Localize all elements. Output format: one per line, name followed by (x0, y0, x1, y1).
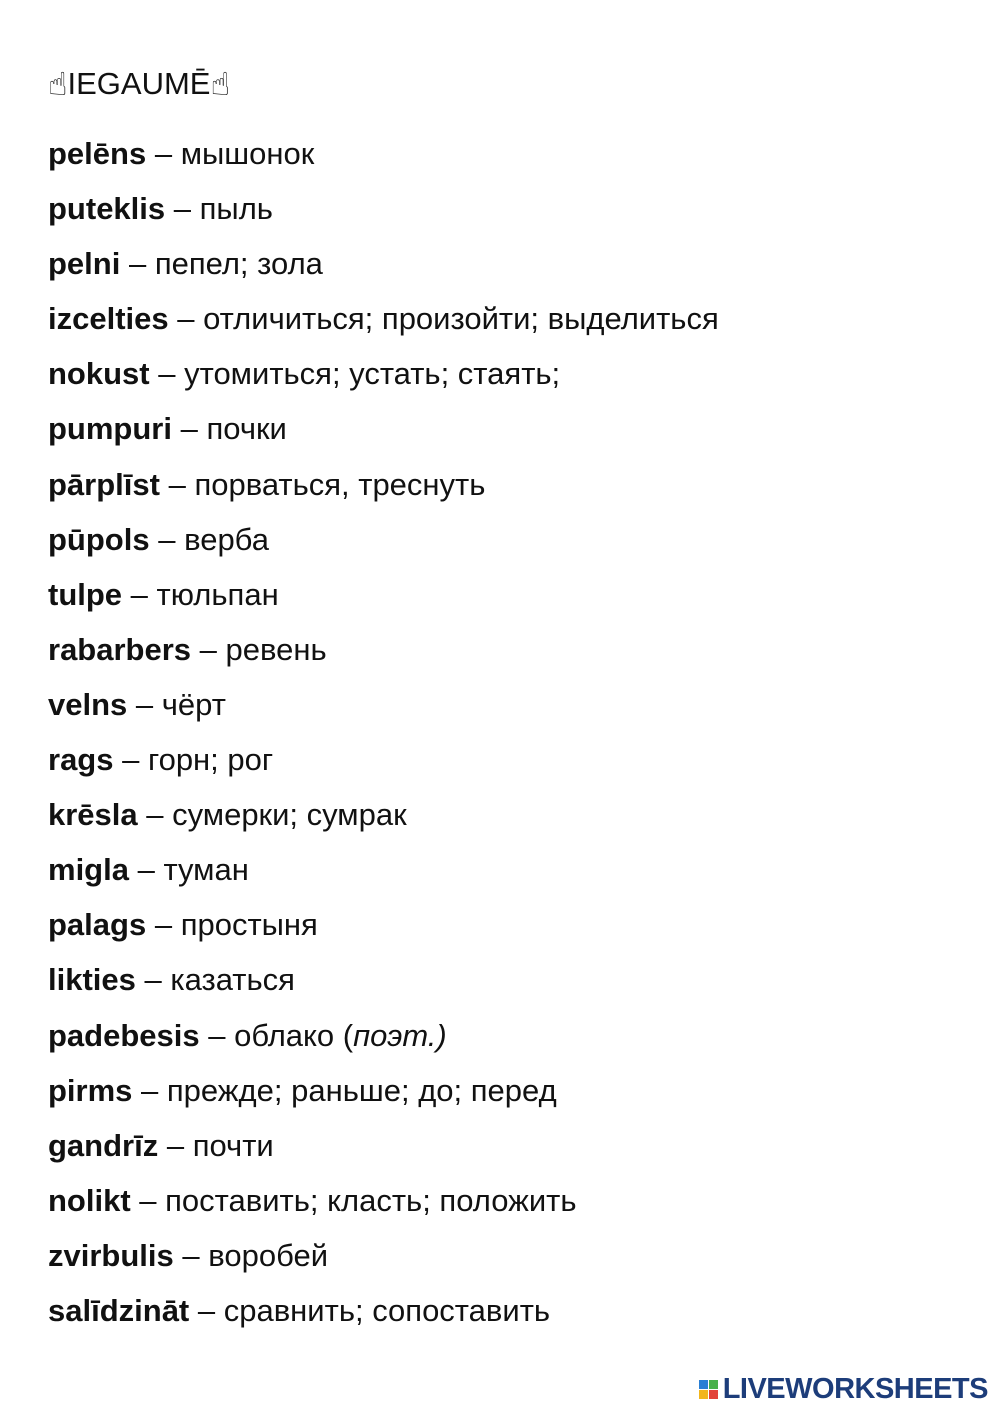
vocab-term: rabarbers (48, 631, 192, 667)
vocab-separator: – (135, 962, 171, 998)
vocab-term: salīdzināt (48, 1292, 190, 1328)
vocab-item (48, 187, 719, 242)
vocab-separator: – (130, 1182, 166, 1218)
vocab-item (48, 407, 719, 462)
vocab-term: pārplīst (48, 466, 160, 502)
vocab-item (48, 1289, 719, 1344)
vocab-translation: прежде; раньше; до; перед (166, 1072, 557, 1108)
vocab-separator: – (146, 907, 181, 943)
pointing-up-hand-icon: ☝ (210, 65, 230, 103)
vocab-separator: – (172, 411, 207, 447)
vocab-term: likties (48, 962, 136, 998)
logo-square (699, 1380, 708, 1389)
vocab-separator: – (158, 1127, 193, 1163)
vocab-item (48, 1179, 719, 1234)
vocab-separator: – (189, 1292, 224, 1328)
vocab-translation: поставить; класть; положить (165, 1182, 577, 1218)
vocab-term: izcelties (48, 301, 169, 337)
vocab-separator: – (127, 686, 162, 722)
vocab-item (48, 518, 719, 573)
vocab-term: velns (48, 686, 128, 722)
vocab-item (48, 1069, 719, 1124)
vocab-term: migla (48, 852, 129, 888)
vocab-item (48, 352, 719, 407)
vocab-translation: пыль (199, 191, 273, 227)
logo-square (709, 1390, 718, 1399)
logo-square (709, 1380, 718, 1389)
vocab-item (48, 1124, 719, 1179)
vocab-item (48, 573, 719, 628)
vocab-separator: – (149, 356, 185, 392)
vocab-term: tulpe (48, 576, 123, 612)
vocab-translation: облако ( (234, 1017, 354, 1053)
vocab-item (48, 903, 719, 958)
logo-square (699, 1390, 708, 1399)
vocab-translation: воробей (208, 1237, 329, 1273)
vocab-translation: сравнить; сопоставить (223, 1292, 551, 1328)
liveworksheets-logo-icon (699, 1380, 718, 1399)
vocab-translation: горн; рог (147, 742, 274, 778)
vocab-term: pumpuri (48, 411, 172, 447)
pointing-up-hand-icon: ☝ (48, 65, 68, 103)
vocab-item (48, 1014, 719, 1069)
vocab-item (48, 132, 719, 187)
vocab-translation: порваться, треснуть (194, 466, 486, 502)
vocab-separator: – (128, 852, 164, 888)
title-text: IEGAUMĒ (67, 66, 211, 101)
vocab-separator: – (199, 1017, 235, 1053)
vocab-separator: – (168, 301, 204, 337)
vocab-item (48, 242, 719, 297)
vocab-separator: – (122, 576, 157, 612)
vocab-translation: сумерки; сумрак (172, 797, 407, 833)
vocab-separator: – (146, 136, 181, 171)
vocab-term: puteklis (48, 191, 166, 227)
vocab-term: pūpols (48, 521, 150, 557)
vocab-separator: – (120, 246, 155, 282)
vocab-term: pelēns (48, 136, 147, 171)
vocab-translation: утомиться; устать; стаять; (184, 356, 561, 392)
vocab-term: padebesis (48, 1017, 200, 1053)
vocab-term: zvirbulis (48, 1237, 174, 1273)
vocab-translation: почки (206, 411, 287, 447)
vocab-note: поэт.) (353, 1017, 447, 1053)
vocab-item (48, 683, 719, 738)
vocab-translation: отличиться; произойти; выделиться (203, 301, 719, 337)
vocab-term: pirms (48, 1072, 133, 1108)
vocabulary-list (48, 132, 719, 1344)
vocab-translation: мышонок (180, 136, 315, 171)
vocab-separator: – (113, 742, 148, 778)
vocab-translation: тюльпан (156, 576, 279, 612)
vocab-item (48, 1234, 719, 1289)
vocab-translation: туман (163, 852, 249, 888)
liveworksheets-logo[interactable] (699, 1373, 988, 1406)
vocab-item (48, 628, 719, 683)
vocab-translation: казаться (170, 962, 295, 998)
logo-text: LIVEWORKSHEETS (722, 1373, 988, 1405)
vocab-term: nokust (48, 356, 150, 392)
vocab-term: palags (48, 907, 147, 943)
vocab-item (48, 848, 719, 903)
vocab-separator: – (137, 797, 173, 833)
vocab-separator: – (191, 631, 226, 667)
vocab-item (48, 958, 719, 1013)
vocab-term: pelni (48, 246, 121, 282)
vocab-translation: чёрт (161, 686, 226, 722)
vocab-translation: верба (184, 521, 269, 557)
vocab-term: gandrīz (48, 1127, 159, 1163)
vocab-term: rags (48, 742, 114, 778)
vocab-separator: – (159, 466, 195, 502)
vocab-term: nolikt (48, 1182, 131, 1218)
vocab-translation: ревень (225, 631, 327, 667)
vocab-separator: – (173, 1237, 209, 1273)
vocab-separator: – (132, 1072, 167, 1108)
vocab-item (48, 793, 719, 848)
vocab-item (48, 463, 719, 518)
vocab-separator: – (149, 521, 185, 557)
vocab-separator: – (165, 191, 200, 227)
vocab-translation: пепел; зола (154, 246, 323, 282)
vocab-item (48, 738, 719, 793)
vocab-translation: почти (192, 1127, 274, 1163)
vocab-term: krēsla (48, 797, 138, 833)
page-title (48, 62, 230, 106)
vocab-item (48, 297, 719, 352)
vocab-translation: простыня (180, 907, 318, 943)
